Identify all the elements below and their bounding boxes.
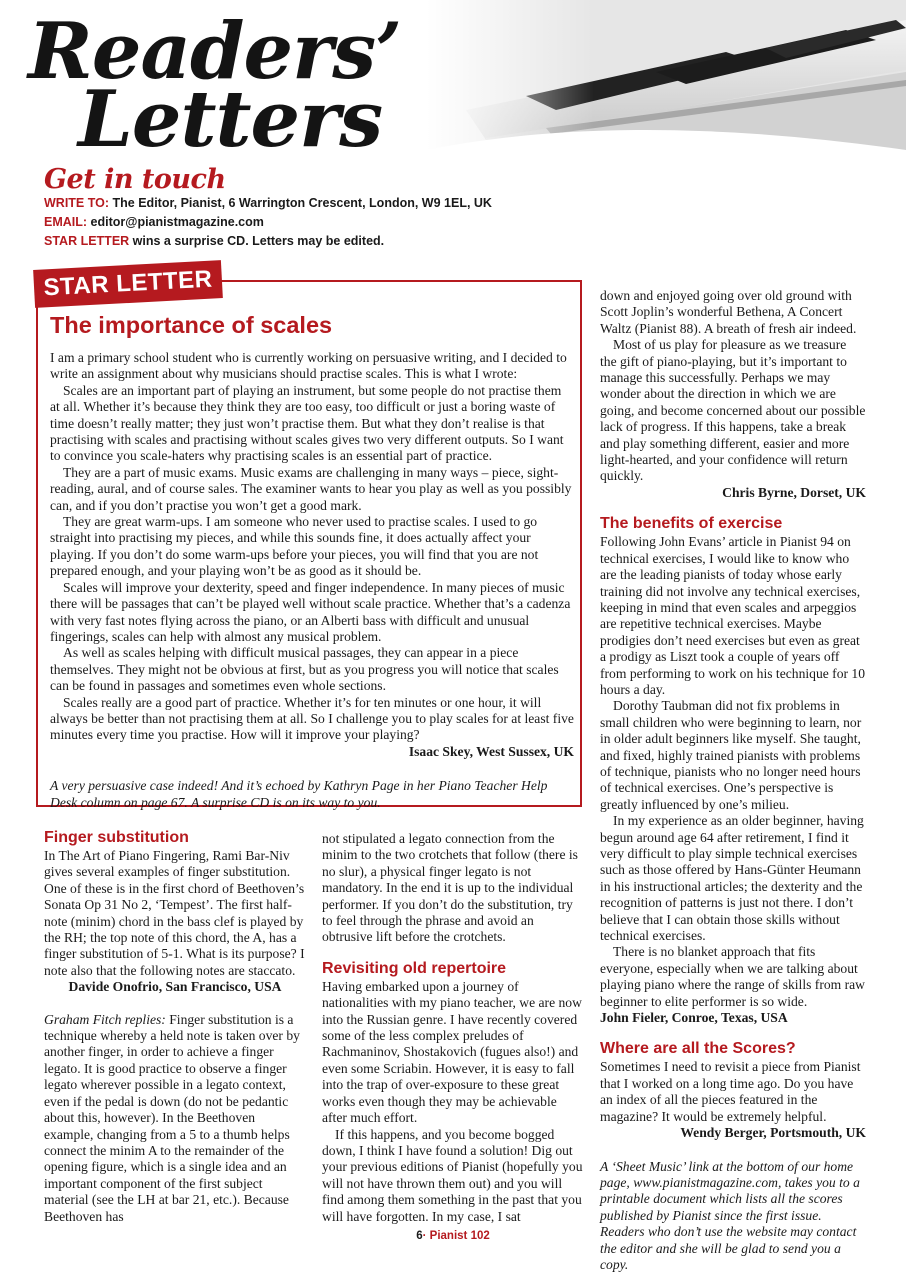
star-letter-paragraph: As well as scales helping with difficult musical passages, they can appear in a piece themselves. They might not be obvious at first, but as you progress you will notice that scales can be found in passages and sometimes even whole sections. <box>50 645 559 694</box>
left-column <box>44 828 306 1225</box>
star-letter-info-line <box>44 234 384 248</box>
page-number: 6 <box>416 1230 423 1242</box>
letter-paragraph: Most of us play for pleasure as we treasure the gift of piano-playing, but it’s important to manage this successfully. Perhaps we may wonder about the direction in which we are going, and become concerned about our possible lack of progress. If this happens, take a break and play something different, easier and more light-hearted, and your confidence will return quickly. <box>600 337 866 484</box>
page-title <box>28 6 402 165</box>
letter-paragraph: Having embarked upon a journey of nationalities with my piano teacher, we are now into the Russian genre. I have recently covered some of the less complex preludes of Rachmaninov, Shostakovich (fugues also!) and even some Scriabin. However, it is easy to fall into the trap of over-exposure to these great works even though they may be achievable after much effort. <box>322 978 582 1126</box>
page-footer: 6· Pianist 102 <box>416 1230 490 1242</box>
star-letter-paragraph: They are a part of music exams. Music exams are challenging in many ways – piece, sight-reading, aural, and of course sales. The examiner wants to hear you play as well as you possibly can, and if you don’t practise you won’t get a good mark. <box>50 464 572 513</box>
star-letter-tab: STAR LETTER <box>33 260 223 308</box>
right-column <box>600 288 866 1273</box>
star-letter-paragraph: I am a primary school student who is currently working on persuasive writing, and I decided to write an assignment about why musicians should practise scales. This is what I wrote: <box>50 350 567 382</box>
letter-signature: Chris Byrne, Dorset, UK <box>722 484 866 500</box>
piano-keys-image <box>426 0 906 150</box>
star-letter-paragraph: They are great warm-ups. I am someone who never used to practise scales. I used to go straight into practising my pieces, and while this sounds fine, it does actually affect your playing. If you don’t do some warm-ups before your pieces, you will find that you are not prepared enough, and your playing won’t be as good as it should be. <box>50 514 539 579</box>
star-letter-signature: Isaac Skey, West Sussex, UK <box>408 743 574 759</box>
scores-heading: Where are all the Scores? <box>600 1040 796 1058</box>
editor-reply: A ‘Sheet Music’ link at the bottom of our home page, www.pianistmagazine.com, takes you to a printable document which lists all the scores published by Pianist since the first issue. Readers who don’t use the website may contact the editor and she will be glad to send you a copy. <box>600 1158 860 1272</box>
email-address[interactable]: editor@pianistmagazine.com <box>87 215 264 229</box>
repertoire-heading: Revisiting old repertoire <box>322 959 507 977</box>
page-title-line2: Letters <box>78 74 383 165</box>
letter-signature: John Fieler, Conroe, Texas, USA <box>600 1010 788 1026</box>
email-line <box>44 215 264 229</box>
star-letter-headline: The importance of scales <box>50 312 333 338</box>
finger-substitution-heading: Finger substitution <box>44 829 189 846</box>
exercise-heading: The benefits of exercise <box>600 515 783 533</box>
page-title-line1: Readers’ <box>28 6 402 97</box>
letter-paragraph: If this happens, and you become bogged down, I think I have found a solution! Dig out your previous editions of Pianist (hopefully you will not have thrown them out) and you will find among them something in the past that you will have forgotten. In my case, I sat <box>322 1126 583 1224</box>
star-letter-editor-note: A very persuasive case indeed! And it’s echoed by Kathryn Page in her Piano Teacher Help Desk column on page 67. A surprise CD is on its way to you. <box>50 778 548 810</box>
star-letter-paragraph: Scales really are a good part of practice. Whether it’s for ten minutes or one hour, it will always be better than not practising them at all. So I challenge you to play scales for at least five minutes every time you practise. How will it improve your playing? <box>50 694 574 743</box>
star-letter-paragraph: Scales are an important part of playing an instrument, but some people do not practise them at all. Whether it’s because they think they are too easy, too difficult or just a boring waste of time doesn’t really matter; they just won’t practise them. But what they don’t realise is that practising with scales and practising without scales gives two very different outputs. So I want to convince you scale-haters why practising scales is an essential part of practice. <box>50 382 564 464</box>
letter-paragraph: down and enjoyed going over old ground with Scott Joplin’s wonderful Bethena, A Concert Waltz (Pianist 88). A breath of fresh air indeed. <box>600 288 857 336</box>
star-letter-paragraph: Scales will improve your dexterity, speed and finger independence. In many pieces of music there will be passages that can’t be played well without scale practice. Whether that’s a cadenza with very fast notes flying across the piano, or an Alberti bass with difficult and unusual fingerings, scales can help with almost any musical problem. <box>50 579 571 644</box>
middle-column <box>322 831 584 1225</box>
letter-paragraph: Following John Evans’ article in Pianist 94 on technical exercises, I would like to know who are the leading pianists of today whose early training did not involve any technical exercises, keeping in mind that even scales and arpeggios are repetitive technical exercises. Maybe prodigies don’t need exercises but even as great a prodigy as Liszt took a couple of years off from performing to work on his technique for 10 hours a day. <box>600 534 866 697</box>
letter-paragraph: In my experience as an older beginner, having begun around age 64 after retirement, I find it very difficult to play simple technical exercises such as those offered by Hans-Günter Heumann in his instructional articles; the dexterity and the recognition of patterns is just not there. I don’t believe that I can obtain those skills without technical exercises. <box>600 813 864 944</box>
write-to-line <box>44 196 492 210</box>
reply-text: Finger substitution is a technique whereby a held note is taken over by another finger, in order to achieve a finger legato. It is good practice to observe a finger legato wherever possible in a legato context, even if the pedal is down (do not be pedantic about this, however). In the Beethoven example, changing from a 5 to a thumb helps connect the minim A to the remainder of the opening figure, which is a single idea and an important component of the first subject material (see the LH at bar 21, etc.). Because Beethoven has <box>44 1011 300 1224</box>
letter-signature: Wendy Berger, Portsmouth, UK <box>680 1125 866 1141</box>
letter-signature: Davide Onofrio, San Francisco, USA <box>68 979 282 995</box>
star-letter-body <box>50 350 574 811</box>
write-to-label: WRITE TO: <box>44 196 110 210</box>
star-letter-info-text: wins a surprise CD. Letters may be edited. <box>129 234 385 248</box>
magazine-issue: Pianist 102 <box>429 1230 490 1242</box>
write-to-address: The Editor, Pianist, 6 Warrington Crescent, London, W9 1EL, UK <box>109 196 492 210</box>
letter-paragraph: Dorothy Taubman did not fix problems in small children who were beginning to learn, nor in older adult beginners like myself. She taught, and fixed, highly trained pianists with problems of technique, pianists who no longer need hours of technical exercises. One’s perspective is greatly influenced by one’s milieu. <box>600 698 862 812</box>
reply-label: Graham Fitch replies: <box>44 1011 166 1027</box>
letter-paragraph: not stipulated a legato connection from the minim to the two crotchets that follow (there is no slur), a physical finger legato is not mandatory. In the end it is up to the individual performer. If you don’t do the substitution, try to feel through the phrase and avoid an obtrusive lift before the crotchets. <box>322 831 578 945</box>
email-label: EMAIL: <box>44 215 88 229</box>
letter-paragraph: Sometimes I need to revisit a piece from Pianist that I worked on a long time ago. Do you have an index of all the pieces featured in the magazine? It would be extremely helpful. <box>600 1059 861 1124</box>
letter-paragraph: There is no blanket approach that fits everyone, especially when we are talking about playing piano where the range of skills from raw beginner to elite performer is so wide. <box>600 944 865 1009</box>
star-letter-info-label: STAR LETTER <box>44 234 130 248</box>
get-in-touch-heading: Get in touch <box>44 164 226 195</box>
editor-reply <box>44 1012 306 1225</box>
letter-paragraph: In The Art of Piano Fingering, Rami Bar-Niv gives several examples of finger substitution. One of these is in the first chord of Beethoven’s Sonata Op 31 No 2, ‘Tempest’. The first half-note (minim) chord in the bass clef is played by the RH; the top note of this chord, the A, has a finger substitution of 5-1. What is its purpose? I note also that the following notes are staccato. <box>44 848 305 978</box>
